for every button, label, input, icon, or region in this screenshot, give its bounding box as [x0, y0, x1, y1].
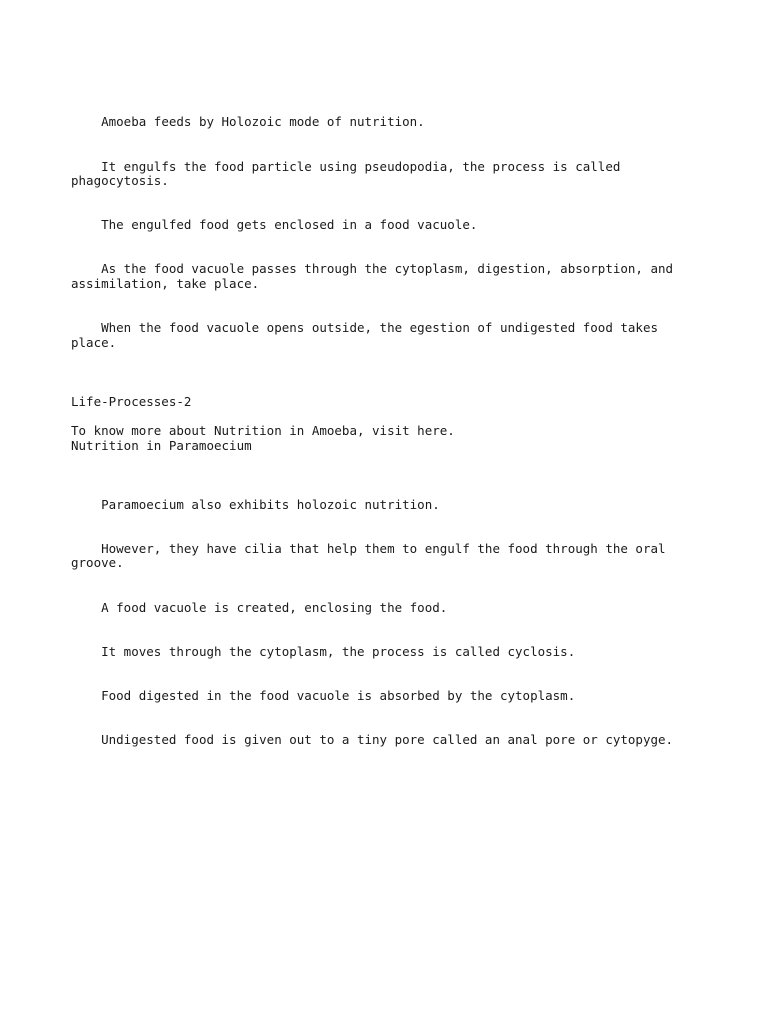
amoeba-list: [71, 86, 708, 380]
spacer: [71, 380, 708, 395]
paramoecium-point-1: Paramoecium also exhibits holozoic nutrition.: [101, 496, 440, 512]
paramoecium-point-3: A food vacuole is created, enclosing the food.: [101, 599, 448, 615]
image-caption: Life-Processes-2: [71, 393, 192, 409]
paramoecium-list: [71, 468, 708, 777]
amoeba-point-2: It engulfs the food particle using pseudopodia, the process is called phagocytosis.: [71, 158, 628, 189]
amoeba-point-5: When the food vacuole opens outside, the egestion of undigested food takes place.: [71, 320, 666, 350]
amoeba-point-4: As the food vacuole passes through the cytoplasm, digestion, absorption, and assimilation, take place.: [71, 261, 681, 292]
more-info-line: To know more about Nutrition in Amoeba, visit here.: [71, 423, 455, 439]
paramoecium-point-2: However, they have cilia that help them to engulf the food through the oral groove.: [71, 540, 674, 571]
spacer: [71, 409, 708, 424]
paramoecium-point-4: It moves through the cytoplasm, the process is called cyclosis.: [101, 643, 576, 659]
paramoecium-heading: Nutrition in Paramoecium: [71, 437, 252, 453]
paramoecium-point-6: Undigested food is given out to a tiny pore called an anal pore or cytopyge.: [101, 731, 674, 747]
spacer: [71, 454, 708, 469]
paramoecium-point-5: Food digested in the food vacuole is absorbed by the cytoplasm.: [101, 687, 576, 703]
amoeba-point-1: Amoeba feeds by Holozoic mode of nutrition.: [101, 114, 425, 130]
amoeba-point-3: The engulfed food gets enclosed in a food vacuole.: [101, 217, 478, 233]
